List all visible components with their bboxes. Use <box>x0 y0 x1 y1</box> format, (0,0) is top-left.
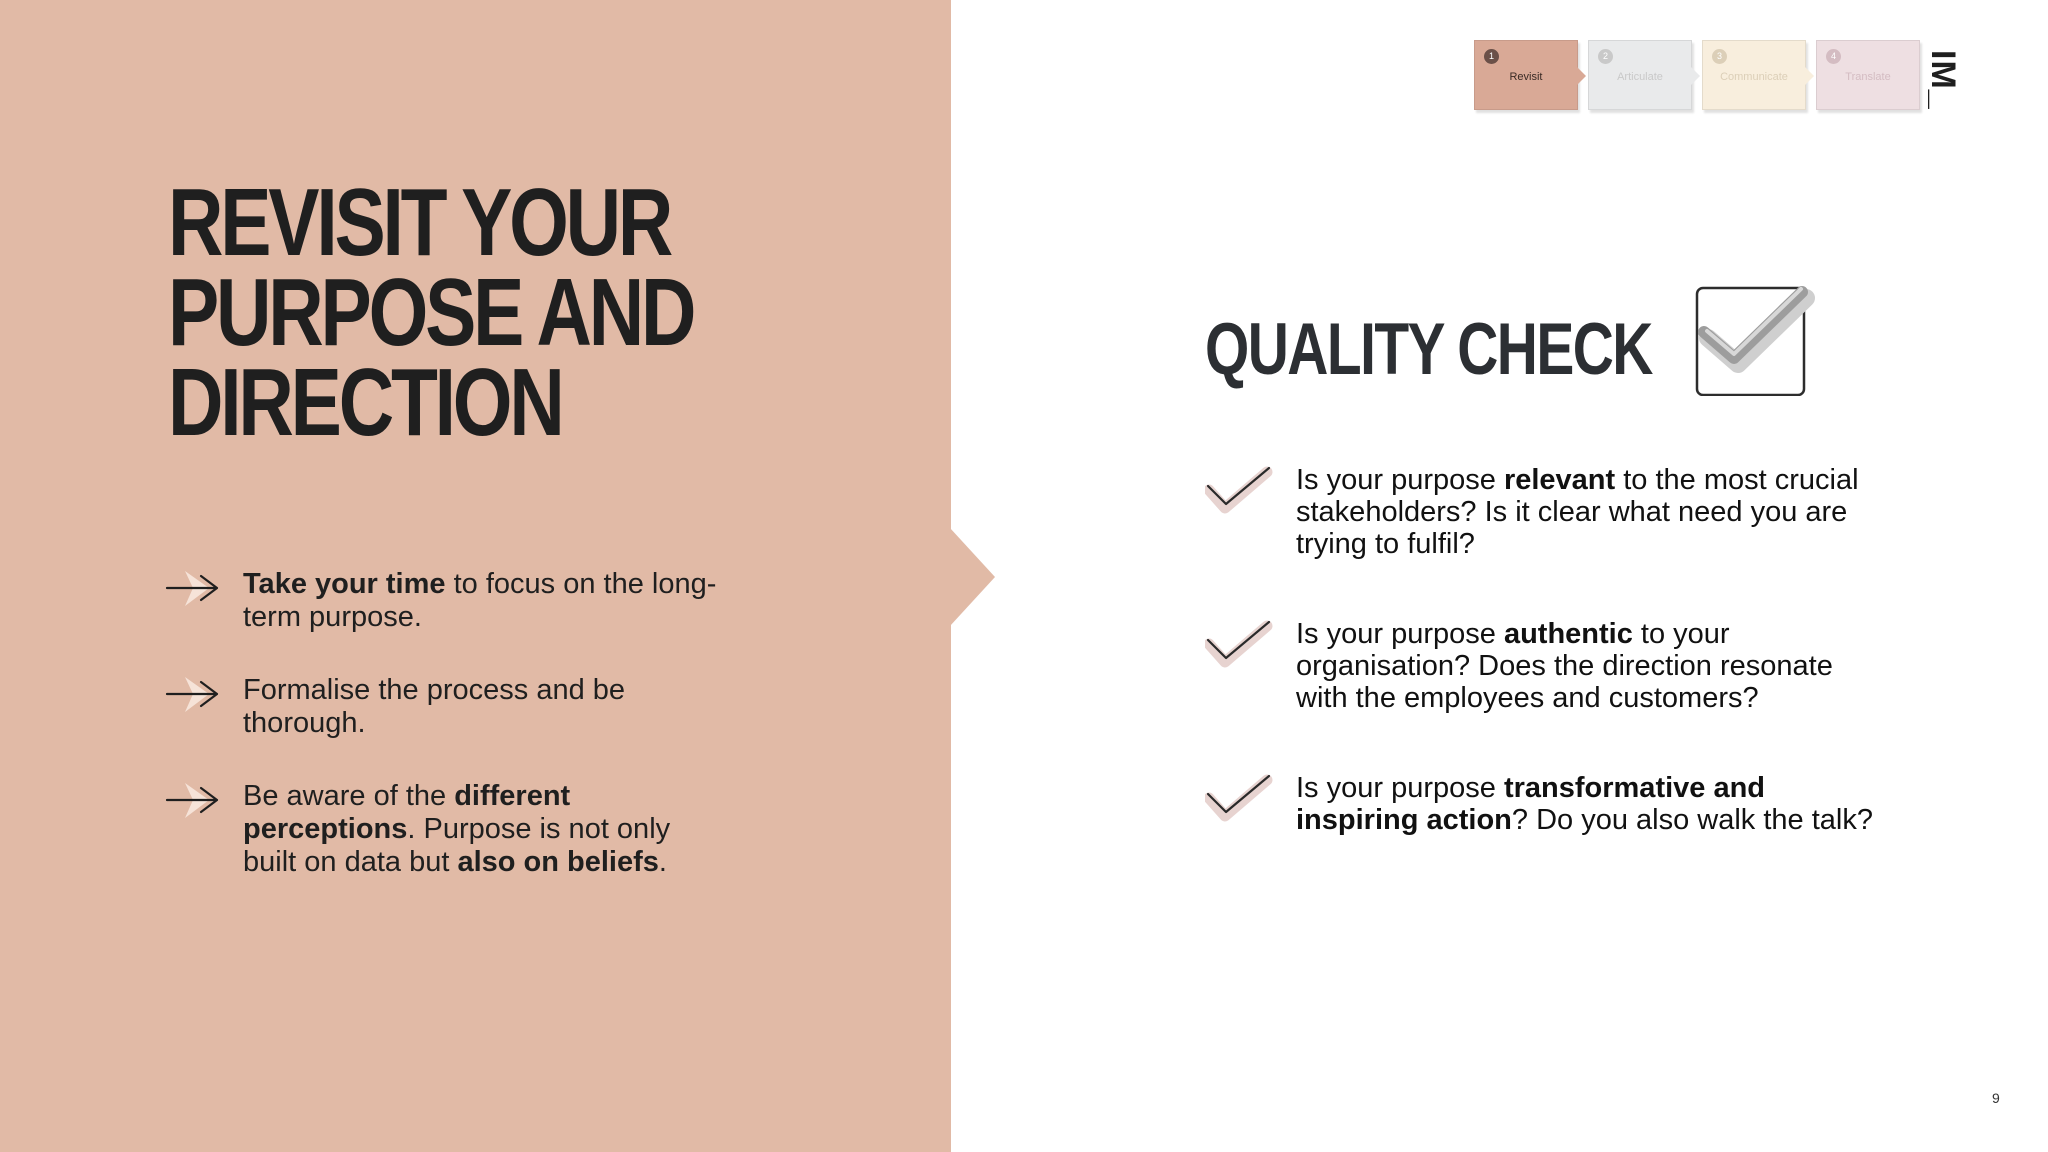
question-normal: Is your purpose <box>1296 618 1504 650</box>
step-number: 4 <box>1826 49 1841 64</box>
step-number: 3 <box>1712 49 1727 64</box>
step-arrow <box>1577 67 1586 85</box>
question-normal: Is your purpose <box>1296 772 1504 804</box>
question-normal: ? Do you also walk the talk? <box>1511 804 1873 836</box>
step-label: Communicate <box>1720 71 1788 83</box>
step-number: 1 <box>1484 49 1499 64</box>
page-number: 9 <box>1992 1090 2000 1106</box>
brand-logo: IM_ <box>1924 50 1962 110</box>
step-revisit[interactable] <box>1474 40 1578 110</box>
tip-normal: . Purpose is not only built on data but <box>243 813 671 878</box>
step-label: Articulate <box>1617 71 1663 83</box>
tip-normal: to focus on the long-term purpose. <box>243 568 717 633</box>
quality-question <box>1205 772 1885 836</box>
quality-question <box>1205 464 1885 560</box>
slide-title <box>168 169 728 456</box>
tip-item <box>165 674 725 740</box>
slide-title-line: PURPOSE AND <box>168 259 694 366</box>
quality-check-list <box>1205 464 1885 836</box>
tip-text <box>243 568 725 634</box>
step-arrow <box>1691 67 1700 85</box>
tip-bold: also on beliefs <box>457 846 659 878</box>
tip-normal: . <box>658 846 667 878</box>
step-arrow <box>1805 67 1814 85</box>
tip-bold: Take your time <box>243 568 446 600</box>
quality-check-title: QUALITY CHECK <box>1205 309 1652 390</box>
tips-list <box>165 568 725 879</box>
step-number: 2 <box>1598 49 1613 64</box>
question-bold: authentic <box>1503 618 1633 650</box>
quality-question <box>1205 618 1885 714</box>
tip-item <box>165 568 725 634</box>
tip-normal: Formalise the process and be thorough. <box>243 674 626 739</box>
step-communicate[interactable] <box>1702 40 1806 110</box>
question-normal: Is your purpose <box>1296 464 1504 496</box>
checkbox-checked-icon <box>1680 274 1818 396</box>
checkmark-icon <box>1205 618 1273 668</box>
question-text <box>1296 464 1885 560</box>
arrow-right-icon <box>165 568 225 612</box>
arrow-right-icon <box>165 674 225 718</box>
checkmark-icon <box>1205 772 1273 822</box>
panel-pointer <box>950 528 995 626</box>
tip-item <box>165 780 725 879</box>
slide-title-line: DIRECTION <box>168 349 562 456</box>
tip-text <box>243 780 725 879</box>
tip-normal: Be aware of the <box>243 780 455 812</box>
checkmark-icon <box>1205 464 1273 514</box>
question-normal: to the most crucial stakeholders? Is it clear what need you are trying to fulfil? <box>1296 464 1859 560</box>
step-translate[interactable] <box>1816 40 1920 110</box>
step-label: Translate <box>1845 71 1891 83</box>
tip-bold: different perceptions <box>243 780 571 845</box>
question-text <box>1296 618 1885 714</box>
tip-text <box>243 674 725 740</box>
question-bold: transformative and inspiring action <box>1296 772 1766 836</box>
question-text <box>1296 772 1885 836</box>
step-label: Revisit <box>1509 71 1543 83</box>
arrow-right-icon <box>165 780 225 824</box>
step-articulate[interactable] <box>1588 40 1692 110</box>
question-bold: relevant <box>1503 464 1616 496</box>
slide-title-line: REVISIT YOUR <box>168 169 671 276</box>
question-normal: to your organisation? Does the direction resonate with the employees and customers? <box>1296 618 1833 714</box>
